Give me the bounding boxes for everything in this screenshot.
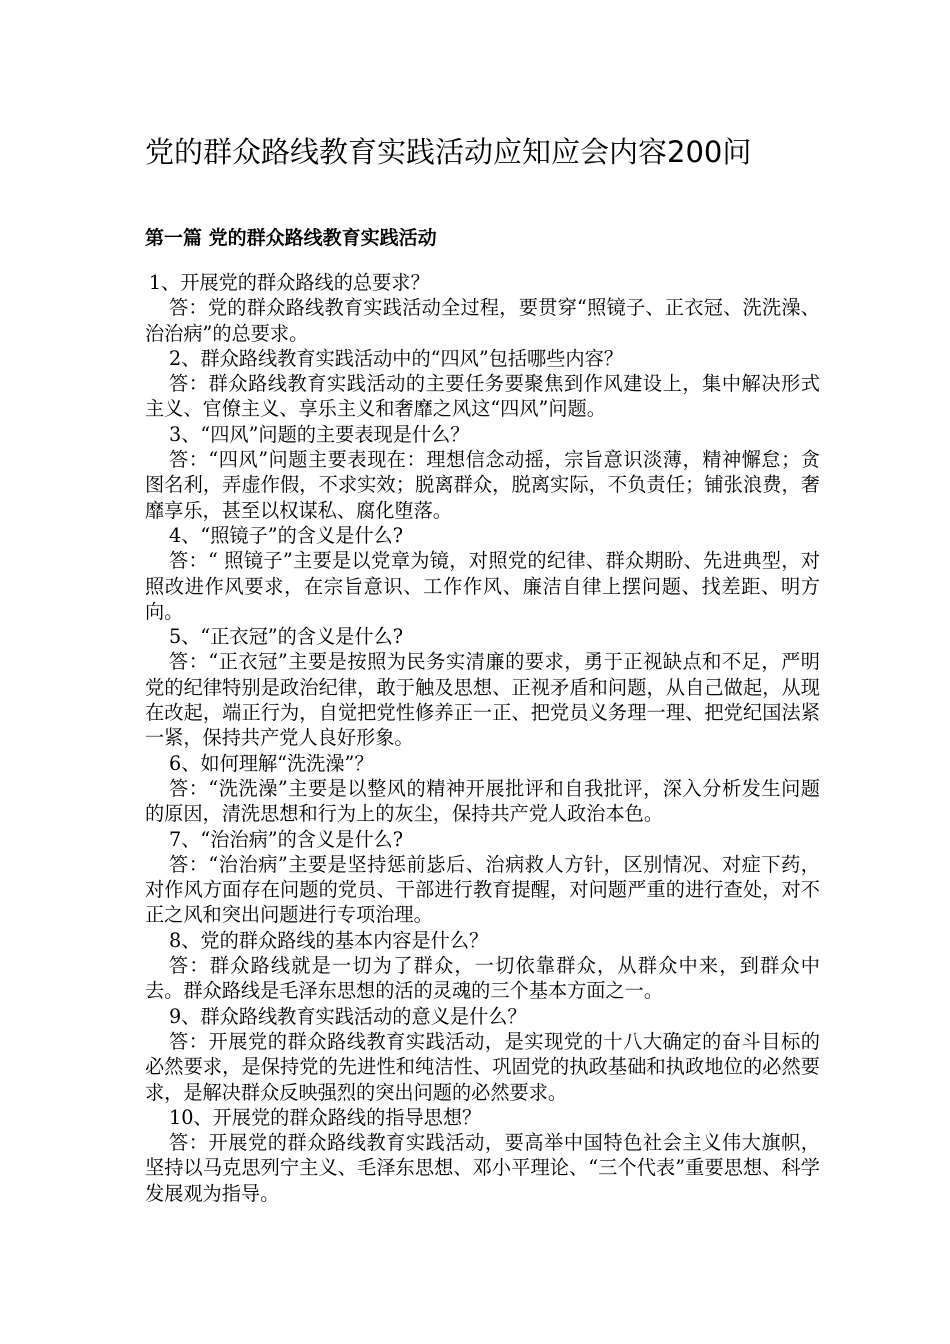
question-10: 10、开展党的群众路线的指导思想？ [169, 1105, 482, 1129]
section-heading: 第一篇 党的群众路线教育实践活动 [145, 227, 437, 249]
answer-6: 答：“洗洗澡”主要是以整风的精神开展批评和自我批评，深入分析发生问题的原因，清洗思想和行为上的灰尘，保持共产党人政治本色。 [145, 776, 820, 826]
question-4: 4、“照镜子”的含义是什么? [169, 523, 403, 547]
answer-9: 答：开展党的群众路线教育实践活动，是实现党的十八大确定的奋斗目标的必然要求，是保持党的先进性和纯洁性、巩固党的执政基础和执政地位的必然要求，是解决群众反映强烈的突出问题的必然要求。 [145, 1029, 820, 1104]
question-8: 8、党的群众路线的基本内容是什么？ [169, 928, 489, 952]
question-2: 2、群众路线教育实践活动中的“四风”包括哪些内容？ [169, 346, 623, 370]
answer-3: 答：“四风”问题主要表现在：理想信念动摇，宗旨意识淡薄，精神懈怠；贪图名利，弄虚作假，不求实效；脱离群众，脱离实际，不负责任；铺张浪费，奢靡享乐，甚至以权谋私、腐化堕落。 [145, 448, 820, 522]
answer-1: 答：党的群众路线教育实践活动全过程，要贯穿“照镜子、正衣冠、洗洗澡、治治病”的总要求。 [145, 296, 820, 345]
answer-4: 答：“ 照镜子”主要是以党章为镜，对照党的纪律、群众期盼、先进典型，对照改进作风要求，在宗旨意识、工作作风、廉洁自律上摆问题、找差距、明方向。 [145, 549, 820, 623]
question-5: 5、“正衣冠”的含义是什么? [169, 625, 403, 649]
document-title: 党的群众路线教育实践活动应知应会内容200问 [145, 135, 752, 169]
qa-list [145, 270, 820, 1206]
question-7: 7、“治治病”的含义是什么? [169, 827, 403, 851]
question-3: 3、“四风”问题的主要表现是什么？ [169, 422, 470, 446]
question-1: 1、开展党的群众路线的总要求？ [148, 271, 430, 294]
question-6: 6、如何理解“洗洗澡”？ [169, 751, 374, 775]
answer-8: 答：群众路线就是一切为了群众，一切依靠群众，从群众中来，到群众中去。群众路线是毛泽东思想的活的灵魂的三个基本方面之一。 [145, 954, 820, 1003]
answer-10: 答：开展党的群众路线教育实践活动，要高举中国特色社会主义伟大旗帜，坚持以马克思列宁主义、毛泽东思想、邓小平理论、“三个代表”重要思想、科学发展观为指导。 [145, 1131, 820, 1205]
question-9: 9、群众路线教育实践活动的意义是什么？ [169, 1004, 527, 1028]
answer-7: 答：“治治病”主要是坚持惩前毖后、治病救人方针，区别情况、对症下药，对作风方面存在问题的党员、干部进行教育提醒，对问题严重的进行查处，对不正之风和突出问题进行专项治理。 [145, 852, 820, 927]
answer-5: 答：“正衣冠”主要是按照为民务实清廉的要求，勇于正视缺点和不足，严明党的纪律特别是政治纪律，敢于触及思想、正视矛盾和问题，从自己做起，从现在改起，端正行为，自觉把党性修养正一正、把党员义务理一理、把党纪国法紧一紧，保持共产党人良好形象。 [145, 650, 820, 750]
answer-2: 答：群众路线教育实践活动的主要任务要聚焦到作风建设上，集中解决形式主义、官僚主义、享乐主义和奢靡之风这“四风”问题。 [145, 372, 820, 421]
